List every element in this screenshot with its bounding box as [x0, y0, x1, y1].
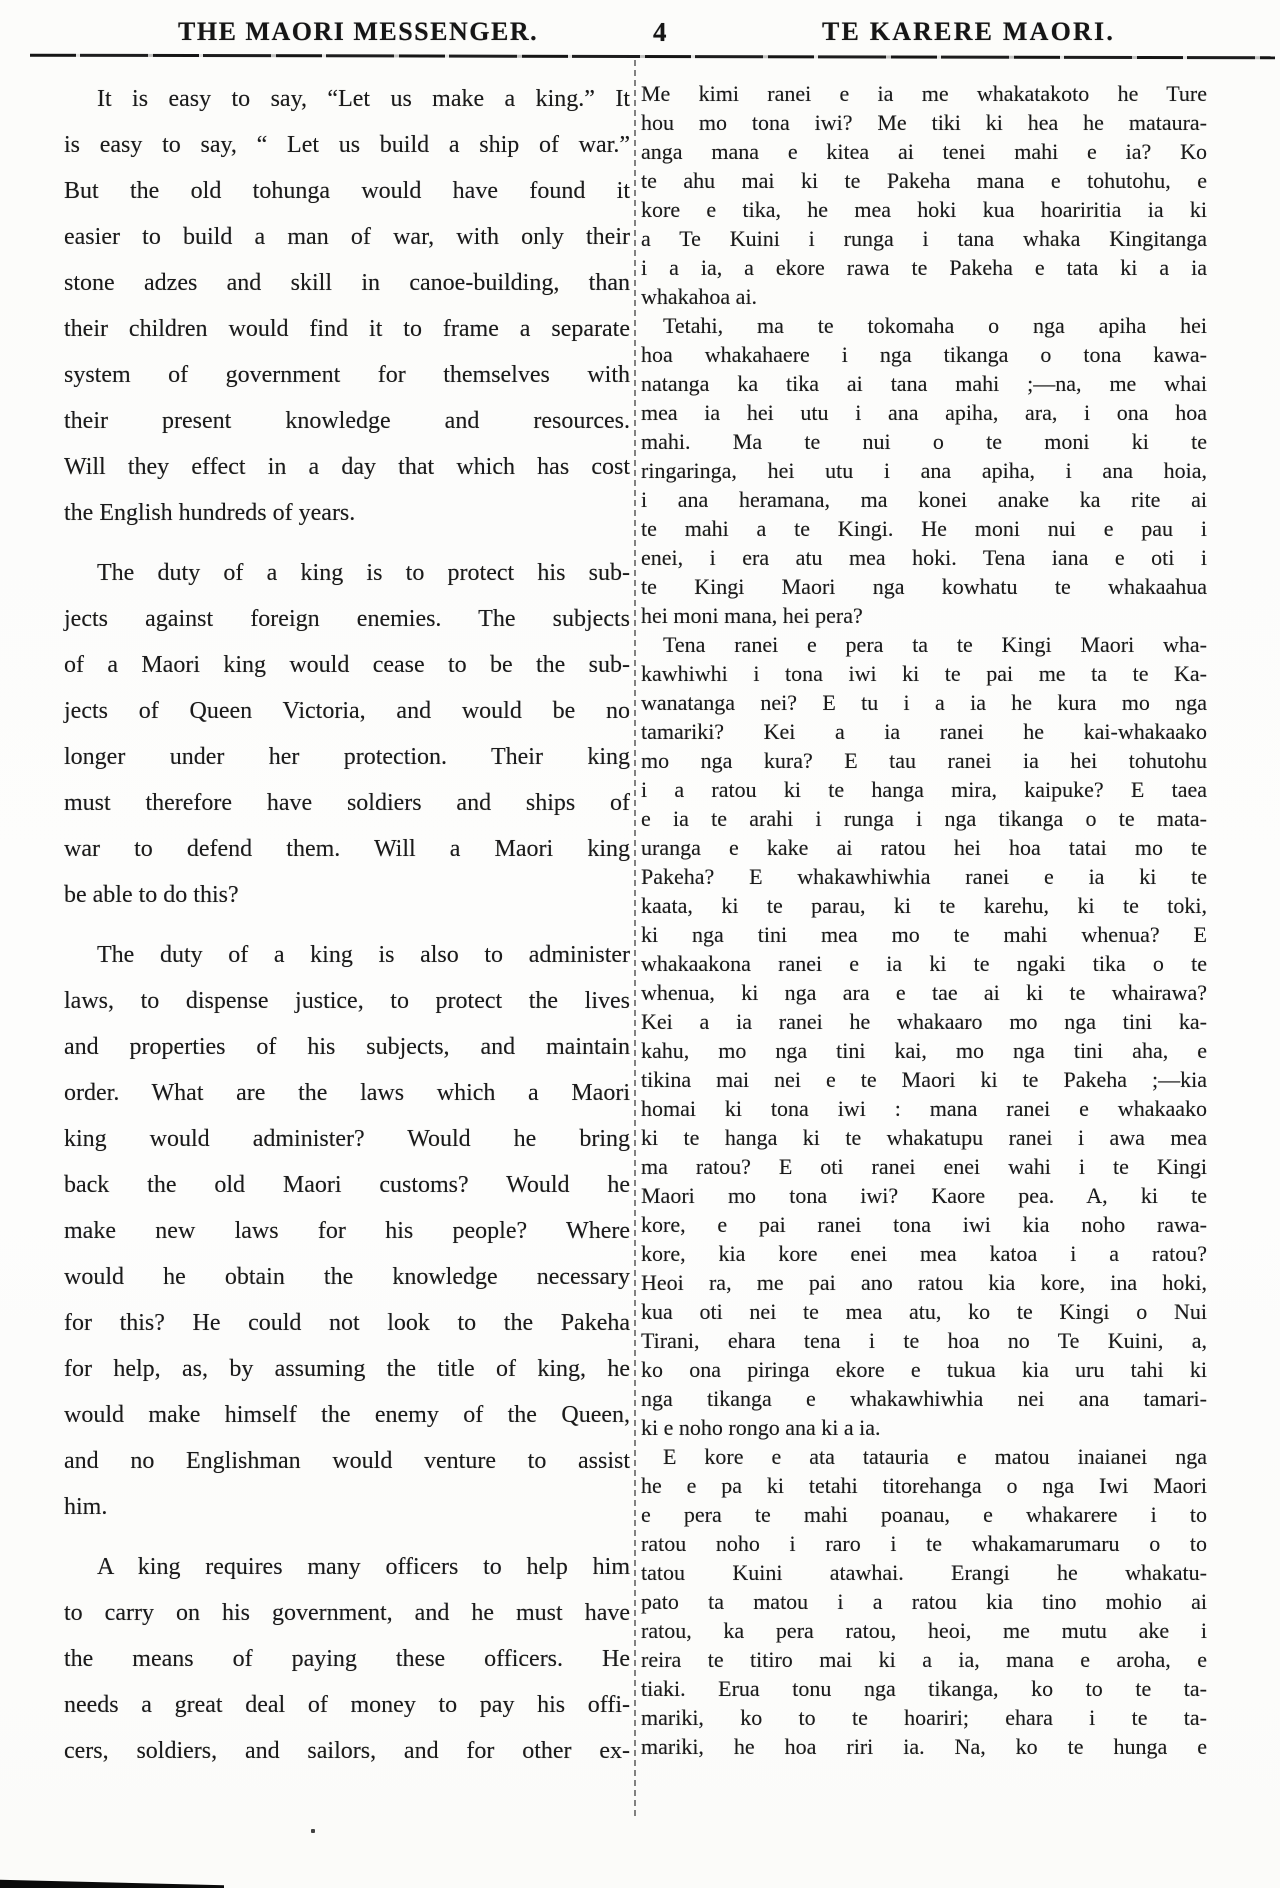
text-line: E kore e ata tatauria e matou inaianei nga [663, 1444, 1207, 1469]
text-line: is easy to say, “ Let us build a ship of war.” [64, 132, 630, 158]
text-line: anga mana e kitea ai tenei mahi e ia? Ko [641, 139, 1207, 164]
text-line: of a Maori king would cease to be the sub- [64, 652, 630, 678]
paragraph [641, 311, 1207, 630]
text-line: wanatanga nei? E tu i a ia he kura mo nga [641, 690, 1207, 715]
text-line: ma ratou? E oti ranei enei wahi i te Kingi [641, 1154, 1207, 1179]
text-line: he e pa ki tetahi titorehanga o nga Iwi Maori [641, 1473, 1207, 1498]
text-line: system of government for themselves with [64, 362, 630, 388]
journal-title-english: THE MAORI MESSENGER. [178, 17, 539, 46]
text-line: Heoi ra, me pai ano ratou kia kore, ina hoki, [641, 1270, 1207, 1295]
text-line: Tirani, ehara tena i te hoa no Te Kuini, a, [641, 1328, 1207, 1353]
text-line: kahu, mo nga tini kai, mo nga tini aha, e [641, 1038, 1207, 1063]
text-line: king would administer? Would he bring [64, 1126, 630, 1152]
text-line: Me kimi ranei e ia me whakatakoto he Ture [641, 81, 1207, 106]
text-line: whakaakona ranei e ia ki te ngaki tika o te [641, 951, 1207, 976]
text-line: mariki, ko to te hoariri; ehara i te ta- [641, 1705, 1207, 1730]
text-line: longer under her protection. Their king [64, 744, 630, 770]
text-line: ki nga tini mea mo te mahi whenua? E [641, 922, 1207, 947]
text-line: be able to do this? [64, 882, 239, 908]
text-line: back the old Maori customs? Would he [64, 1172, 630, 1198]
text-line: whakahoa ai. [641, 284, 758, 309]
text-line: for this? He could not look to the Pakeha [64, 1310, 630, 1336]
paragraph [641, 630, 1207, 1442]
text-line: nga tikanga e whakawhiwhia nei ana tamari- [641, 1386, 1207, 1411]
text-line: mea ia hei utu i ana apiha, ara, i ona hoa [641, 400, 1207, 425]
text-line: and no Englishman would venture to assist [64, 1448, 630, 1474]
text-line: whenua, ki nga ara e tae ai ki te whairawa? [641, 980, 1207, 1005]
text-line: make new laws for his people? Where [64, 1218, 630, 1244]
text-line: ratou, ka pera ratou, heoi, me mutu ake i [641, 1618, 1207, 1643]
text-line: jects against foreign enemies. The subjects [64, 606, 630, 632]
text-line: ratou noho i raro i te whakamarumaru o to [641, 1531, 1207, 1556]
text-line: needs a great deal of money to pay his offi- [64, 1692, 630, 1718]
text-line: stone adzes and skill in canoe-building, than [64, 270, 630, 296]
text-line: hou mo tona iwi? Me tiki ki hea he mataura- [641, 110, 1207, 135]
text-line: Tetahi, ma te tokomaha o nga apiha hei [663, 313, 1207, 338]
text-line: hei moni mana, hei pera? [641, 603, 863, 628]
text-line: homai ki tona iwi : mana ranei e whakaako [641, 1096, 1207, 1121]
text-line: ki e noho rongo ana ki a ia. [641, 1415, 881, 1440]
text-line: te ahu mai ki te Pakeha mana e tohutohu, e [641, 168, 1207, 193]
text-line: kore, e pai ranei tona iwi kia noho rawa- [641, 1212, 1207, 1237]
text-line: would make himself the enemy of the Queen, [64, 1402, 630, 1428]
text-line: mo nga kura? E tau ranei ia hei tohutohu [641, 748, 1207, 773]
text-line: uranga e kake ai ratou hei hoa tatai mo te [641, 835, 1207, 860]
text-line: and properties of his subjects, and maintain [64, 1034, 630, 1060]
text-line: i a ratou ki te hanga mira, kaipuke? E taea [641, 777, 1207, 802]
text-line: cers, soldiers, and sailors, and for other ex- [64, 1738, 630, 1764]
ink-speck [311, 1829, 315, 1833]
text-line: order. What are the laws which a Maori [64, 1080, 630, 1106]
text-line: enei, i era atu mea hoki. Tena iana e oti i [641, 545, 1207, 570]
text-line: their children would find it to frame a separate [64, 316, 630, 342]
text-line: Maori mo tona iwi? Kaore pea. A, ki te [641, 1183, 1207, 1208]
text-line: the English hundreds of years. [64, 500, 356, 526]
header-rule [30, 54, 1275, 60]
text-line: kore e tika, he mea hoki kua hoariritia ia ki [641, 197, 1207, 222]
text-line: for help, as, by assuming the title of king, he [64, 1356, 630, 1382]
text-line: ki te hanga ki te whakatupu ranei i awa mea [641, 1125, 1207, 1150]
text-line: jects of Queen Victoria, and would be no [64, 698, 630, 724]
text-line: kawhiwhi i tona iwi ki te pai me ta te Ka- [641, 661, 1207, 686]
text-line: kaata, ki te parau, ki te karehu, ki te toki, [641, 893, 1207, 918]
text-line: kua oti nei te mea atu, ko te Kingi o Nui [641, 1299, 1207, 1324]
paragraph [64, 550, 630, 918]
text-line: must therefore have soldiers and ships of [64, 790, 630, 816]
text-line: laws, to dispense justice, to protect the lives [64, 988, 630, 1014]
text-line: ringaringa, hei utu i ana apiha, i ana hoia, [641, 458, 1207, 483]
text-line: tiaki. Erua tonu nga tikanga, ko to te ta- [641, 1676, 1207, 1701]
text-line: i ana heramana, ma konei anake ka rite ai [641, 487, 1207, 512]
text-line: tikina mai nei e te Maori ki te Pakeha ;—kia [641, 1067, 1207, 1092]
text-line: Pakeha? E whakawhiwhia ranei e ia ki te [641, 864, 1207, 889]
text-line: e pera te mahi poanau, e whakarere i to [641, 1502, 1207, 1527]
text-line: Will they effect in a day that which has cost [64, 454, 630, 480]
column-divider [634, 60, 636, 1816]
paragraph [64, 76, 630, 536]
text-line: mahi. Ma te nui o te moni ki te [641, 429, 1207, 454]
text-line: natanga ka tika ai tana mahi ;—na, me whai [641, 371, 1207, 396]
text-line: te Kingi Maori nga kowhatu te whakaahua [641, 574, 1207, 599]
text-line: tatou Kuini atawhai. Erangi he whakatu- [641, 1560, 1207, 1585]
text-line: e ia te arahi i runga i nga tikanga o te mata- [641, 806, 1207, 831]
text-line: It is easy to say, “Let us make a king.” It [97, 86, 630, 112]
text-line: Tena ranei e pera ta te Kingi Maori wha- [663, 632, 1207, 657]
paragraph [64, 932, 630, 1530]
paragraph [641, 1442, 1207, 1761]
text-line: A king requires many officers to help him [97, 1554, 630, 1580]
text-line: But the old tohunga would have found it [64, 178, 630, 204]
paragraph [641, 79, 1207, 311]
text-line: Kei a ia ranei he whakaaro mo nga tini ka- [641, 1009, 1207, 1034]
right-column-maori [641, 79, 1207, 1761]
text-line: tamariki? Kei a ia ranei he kai-whakaako [641, 719, 1207, 744]
text-line: te mahi a te Kingi. He moni nui e pau i [641, 516, 1207, 541]
left-column-english [64, 76, 630, 1788]
text-line: mariki, he hoa riri ia. Na, ko te hunga e [641, 1734, 1207, 1759]
text-line: pato ta matou i a ratou kia tino mohio ai [641, 1589, 1207, 1614]
journal-title-maori: TE KARERE MAORI. [822, 17, 1116, 46]
text-line: kore, kia kore enei mea katoa i a ratou? [641, 1241, 1207, 1266]
text-line: war to defend them. Will a Maori king [64, 836, 630, 862]
text-line: their present knowledge and resources. [64, 408, 630, 434]
text-line: hoa whakahaere i nga tikanga o tona kawa- [641, 342, 1207, 367]
paragraph [64, 1544, 630, 1774]
scan-artifact-corner [0, 1878, 224, 1888]
text-line: a Te Kuini i runga i tana whaka Kingitanga [641, 226, 1207, 251]
text-line: him. [64, 1494, 108, 1520]
text-line: to carry on his government, and he must have [64, 1600, 630, 1626]
text-line: reira te titiro mai ki a ia, mana e aroha, e [641, 1647, 1207, 1672]
text-line: The duty of a king is to protect his sub- [97, 560, 630, 586]
text-line: i a ia, a ekore rawa te Pakeha e tata ki a ia [641, 255, 1207, 280]
text-line: easier to build a man of war, with only their [64, 224, 630, 250]
text-line: the means of paying these officers. He [64, 1646, 630, 1672]
text-line: ko ona piringa ekore e tukua kia uru tahi ki [641, 1357, 1207, 1382]
text-line: The duty of a king is also to administer [97, 942, 630, 968]
page-number: 4 [653, 17, 667, 47]
text-line: would he obtain the knowledge necessary [64, 1264, 630, 1290]
